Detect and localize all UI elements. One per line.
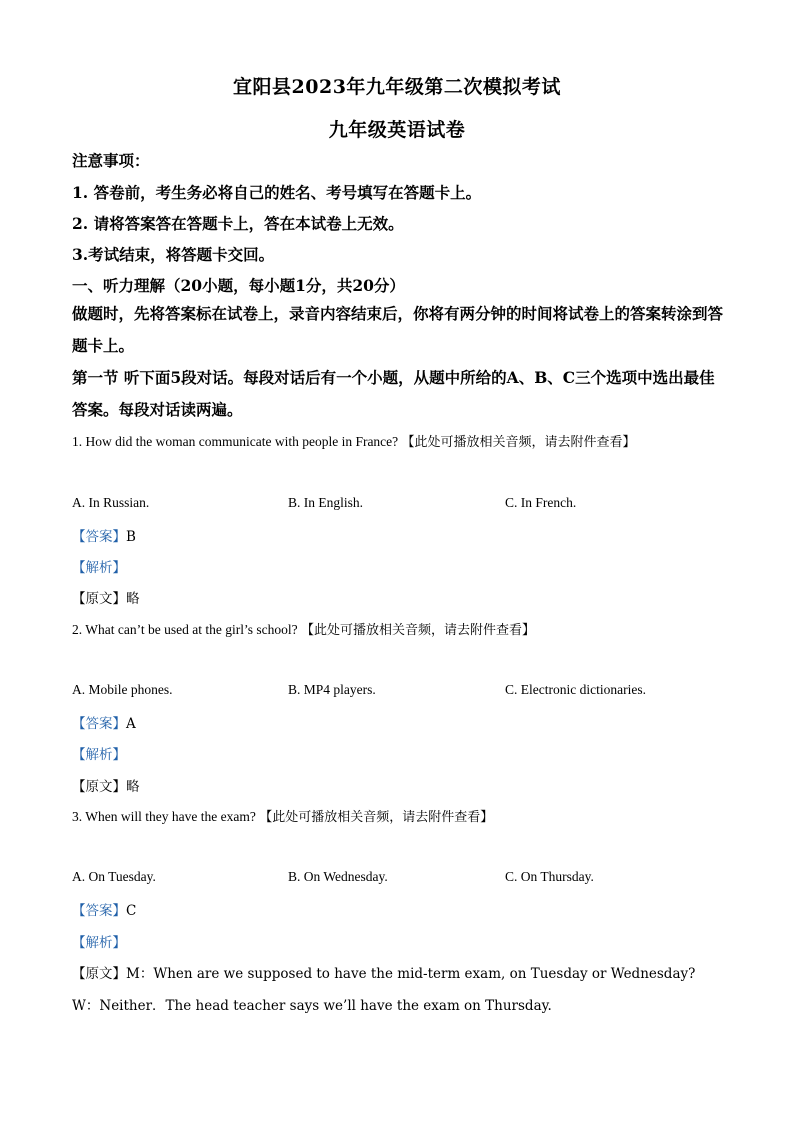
option-a: A. In Russian. [72, 495, 150, 510]
question-3 [72, 806, 493, 825]
answer-row [72, 899, 136, 919]
option-b: B. In English. [288, 495, 364, 510]
question-stem: 3. When will they have the exam? [72, 809, 256, 824]
audio-note[interactable]: 【此处可播放相关音频，请去附件查看】 [259, 809, 494, 824]
answer-row [72, 525, 136, 545]
option-c: C. Electronic dictionaries. [505, 682, 646, 697]
analysis-row [72, 931, 126, 951]
exam-subtitle: 九年级英语试卷 [328, 119, 466, 141]
analysis-label: 【解析】 [72, 560, 126, 576]
original-text-2: W：Neither．The head teacher says we’ll have the exam on Thursday. [72, 998, 552, 1014]
answer-value: A [126, 716, 136, 732]
exam-title: 宜阳县2023年九年级第二次模拟考试 [233, 76, 561, 98]
option-b: B. MP4 players. [288, 682, 376, 697]
section-heading: 一、听力理解（20小题，每小题1分，共20分） [72, 276, 405, 295]
original-text: 略 [126, 779, 140, 795]
answer-label: 【答案】 [72, 716, 126, 732]
section-instruction: 做题时，先将答案标在试卷上，录音内容结束后，你将有两分钟的时间将试卷上的答案转涂到答题卡上。 [72, 304, 724, 355]
original-row [72, 587, 140, 607]
original-text: 略 [126, 591, 140, 607]
question-2 [72, 619, 535, 638]
option-c: C. On Thursday. [505, 869, 594, 884]
original-row [72, 962, 695, 982]
original-row [72, 775, 140, 795]
notice-item-2: 2. 请将答案答在答题卡上，答在本试卷上无效。 [72, 214, 404, 233]
question-1 [72, 431, 636, 450]
question-stem: 1. How did the woman communicate with people in France? [72, 434, 399, 449]
question-stem: 2. What can’t be used at the girl’s school? [72, 622, 298, 637]
answer-label: 【答案】 [72, 529, 126, 545]
original-label: 【原文】 [72, 591, 126, 607]
audio-note[interactable]: 【此处可播放相关音频，请去附件查看】 [401, 434, 636, 449]
analysis-label: 【解析】 [72, 935, 126, 951]
notice-heading: 注意事项： [72, 151, 150, 170]
analysis-label: 【解析】 [72, 747, 126, 763]
original-row-2 [72, 994, 552, 1014]
notice-item-1: 1. 答卷前，考生务必将自己的姓名、考号填写在答题卡上。 [72, 183, 482, 202]
option-a: A. Mobile phones. [72, 682, 173, 697]
original-text: M：When are we supposed to have the mid-term exam, on Tuesday or Wednesday? [126, 966, 696, 982]
answer-label: 【答案】 [72, 903, 126, 919]
part1-instruction: 第一节 听下面5段对话。每段对话后有一个小题，从题中所给的A、B、C三个选项中选出最佳答案。每段对话读两遍。 [72, 368, 715, 419]
option-b: B. On Wednesday. [288, 869, 388, 884]
option-c: C. In French. [505, 495, 577, 510]
audio-note[interactable]: 【此处可播放相关音频，请去附件查看】 [300, 622, 535, 637]
answer-value: C [126, 903, 137, 919]
original-label: 【原文】 [72, 779, 126, 795]
original-label: 【原文】 [72, 966, 126, 982]
option-a: A. On Tuesday. [72, 869, 156, 884]
notice-item-3: 3.考试结束，将答题卡交回。 [72, 245, 275, 264]
answer-row [72, 712, 136, 732]
analysis-row [72, 556, 126, 576]
answer-value: B [126, 529, 136, 545]
analysis-row [72, 743, 126, 763]
